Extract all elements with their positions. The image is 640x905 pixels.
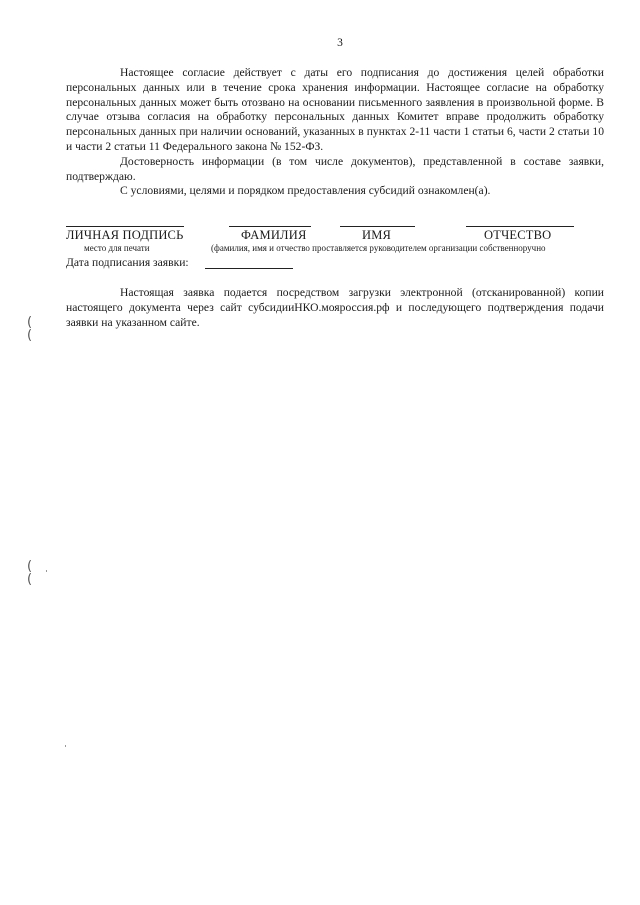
surname-label: ФАМИЛИЯ	[241, 228, 307, 242]
signing-date-line	[205, 268, 293, 269]
page-number: 3	[337, 37, 343, 49]
surname-line	[229, 226, 311, 227]
fill-instruction-note: (фамилия, имя и отчество проставляется руководителем организации собственноручно	[211, 243, 546, 253]
acknowledgement-paragraph: С условиями, целями и порядком предоставления субсидий ознакомлен(а).	[120, 184, 491, 198]
name-line	[340, 226, 415, 227]
scan-speck	[65, 745, 66, 747]
margin-bracket-mark-bottom: ( (	[27, 559, 33, 587]
patronymic-label: ОТЧЕСТВО	[484, 228, 552, 242]
stamp-place-note: место для печати	[84, 243, 150, 253]
submission-paragraph: Настоящая заявка подается посредством загрузки электронной (отсканированной) копии настоящего документа через сайт субсидииНКО.мояроссия.рф и последующего подтверждения подачи заявки на указанном сайте.	[66, 286, 604, 329]
scan-speck	[46, 570, 47, 572]
personal-signature-label: ЛИЧНАЯ ПОДПИСЬ	[66, 228, 184, 242]
submission-section	[66, 286, 604, 330]
authenticity-paragraph: Достоверность информации (в том числе документов), представленной в составе заявки, подтверждаю.	[66, 154, 604, 183]
patronymic-line	[466, 226, 574, 227]
signing-date-label: Дата подписания заявки:	[66, 256, 189, 269]
consent-paragraph: Настоящее согласие действует с даты его подписания до достижения целей обработки персональных данных или в течение срока хранения информации. Настоящее согласие на обработку персональных данных может быть отозвано на основании письменного заявления в произвольной форме. В случае отзыва согласия на обработку персональных данных Комитет вправе продолжить обработку персональных данных при наличии оснований, указанных в пунктах 2-11 части 1 статьи 6, части 2 статьи 10 и части 2 статьи 11 Федерального закона № 152-ФЗ.	[66, 66, 604, 153]
name-label: ИМЯ	[362, 228, 392, 242]
signature-line	[66, 226, 184, 227]
margin-bracket-mark-top: ( (	[27, 315, 33, 343]
consent-section	[66, 66, 604, 199]
